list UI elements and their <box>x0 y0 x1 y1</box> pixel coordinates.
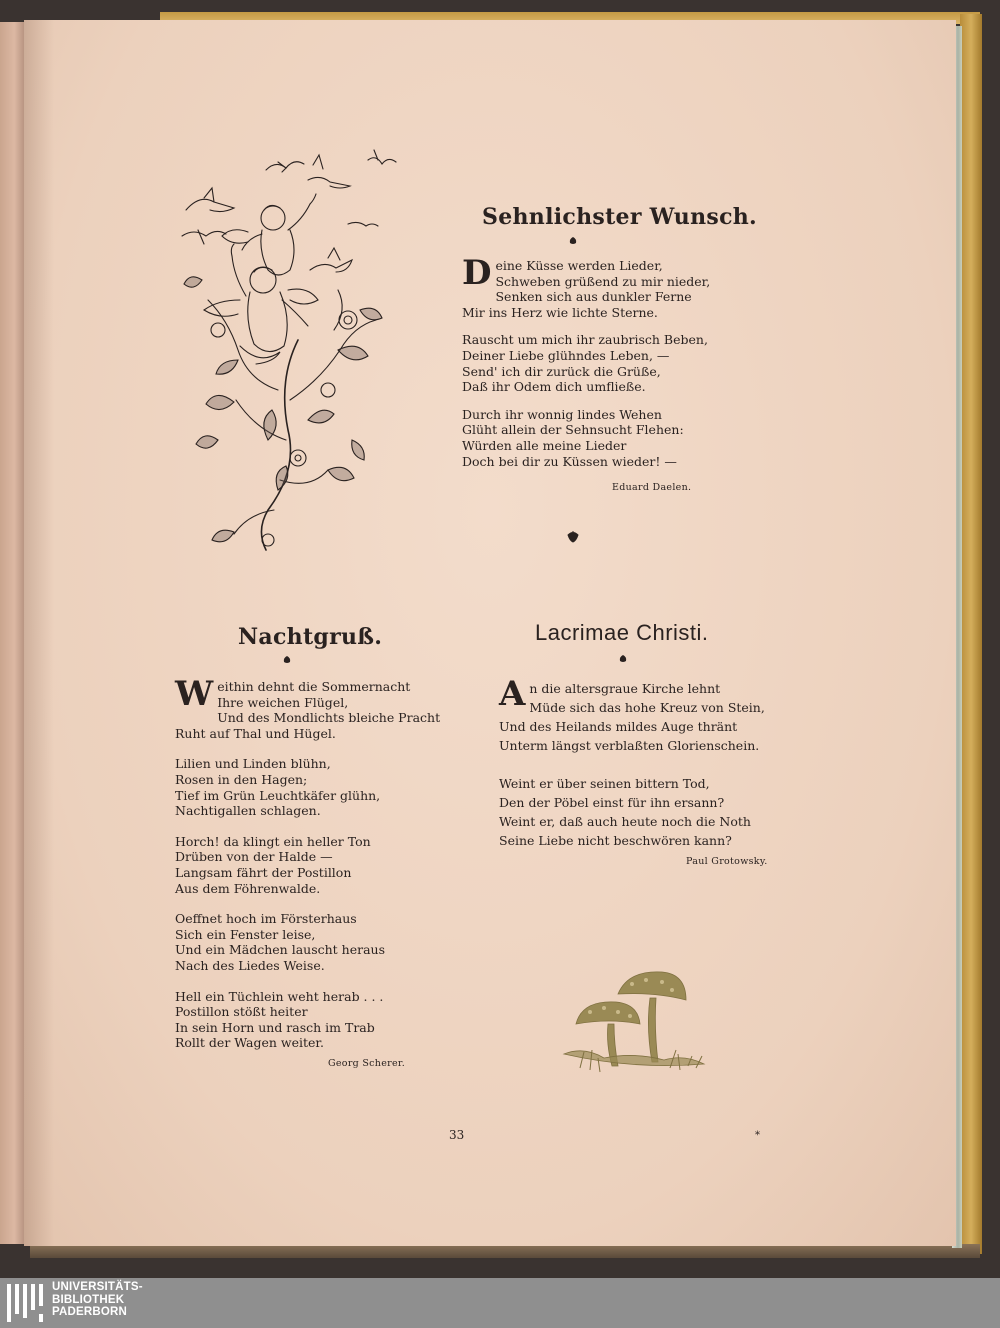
verse-line: Nach des Liedes Weise. <box>175 957 325 973</box>
verse-line: Langsam fährt der Postillon <box>175 864 352 880</box>
verse-line: Sich ein Fenster leise, <box>175 926 316 942</box>
page-number: 33 <box>449 1128 465 1142</box>
left-page-edge <box>0 22 24 1244</box>
star-mark: * <box>755 1130 760 1141</box>
verse-line: Senken sich aus dunkler Ferne <box>495 289 692 305</box>
verse-line: Den der Pöbel einst für ihn ersann? <box>499 795 725 810</box>
verse-line: n die altersgraue Kirche lehnt <box>529 681 721 696</box>
library-name-line: BIBLIOTHEK <box>52 1293 125 1306</box>
verse-line: Würden alle meine Lieder <box>462 437 627 453</box>
verse-line: Unterm längst verblaßten Glorienschein. <box>499 738 760 753</box>
poem2-author: Georg Scherer. <box>328 1058 406 1069</box>
verse-line: Seine Liebe nicht beschwören kann? <box>499 833 732 848</box>
verse-line: Durch ihr wonnig lindes Wehen <box>462 406 662 422</box>
verse-line: Hell ein Tüchlein weht herab . . . <box>175 988 384 1004</box>
poem1-text <box>462 253 711 469</box>
verse-line: Tief im Grün Leuchtkäfer glühn, <box>175 787 381 803</box>
verse-line: Nachtigallen schlagen. <box>175 803 321 819</box>
library-name <box>52 1281 143 1319</box>
library-footer <box>0 1278 1000 1328</box>
verse-line: Ruht auf Thal und Hügel. <box>175 725 336 741</box>
verse-line: Send' ich dir zurück die Grüße, <box>462 363 661 379</box>
library-name-line: UNIVERSITÄTS- <box>52 1281 143 1293</box>
leaf-ornament-icon <box>282 655 292 665</box>
verse-line: eine Küsse werden Lieder, <box>495 258 663 273</box>
poem3-title: Lacrimae Christi. <box>535 620 709 645</box>
poem3-author: Paul Grotowsky. <box>686 856 768 867</box>
verse-line: Drüben von der Halde — <box>175 849 333 865</box>
verse-line: Oeffnet hoch im Försterhaus <box>175 911 357 927</box>
verse-line: Doch bei dir zu Küssen wieder! — <box>462 453 677 469</box>
spine-shadow <box>24 20 54 1246</box>
verse-line: Lilien und Linden blühn, <box>175 756 331 772</box>
verse-line: Postillon stößt heiter <box>175 1004 308 1020</box>
verse-line: Mir ins Herz wie lichte Sterne. <box>462 304 658 320</box>
divider-ornament-icon <box>566 530 580 544</box>
poem1-author: Eduard Daelen. <box>612 482 692 493</box>
library-logo-icon <box>6 1282 48 1324</box>
verse-line: Ihre weichen Flügel, <box>217 694 349 710</box>
library-name-line: PADERBORN <box>52 1306 128 1318</box>
verse-line: Schweben grüßend zu mir nieder, <box>495 273 711 289</box>
poem2-text <box>175 674 441 1051</box>
verse-line: Rosen in den Hagen; <box>175 771 308 787</box>
mushroom-illustration <box>560 968 720 1086</box>
poem1-dropcap: D <box>462 253 492 293</box>
verse-line: Horch! da klingt ein heller Ton <box>175 833 371 849</box>
leaf-ornament-icon <box>618 654 628 664</box>
poem3-dropcap: A <box>499 674 526 714</box>
verse-line: In sein Horn und rasch im Trab <box>175 1019 375 1035</box>
cherub-birds-illustration <box>178 140 403 570</box>
poem3-text <box>499 674 765 850</box>
verse-line: Und ein Mädchen lauscht heraus <box>175 942 386 958</box>
poem2-title: Nachtgruß. <box>238 624 383 650</box>
poem1-title: Sehnlichster Wunsch. <box>482 204 758 230</box>
verse-line: Aus dem Föhrenwalde. <box>175 880 321 896</box>
verse-line: Und des Mondlichts bleiche Pracht <box>217 710 441 726</box>
verse-line: Glüht allein der Sehnsucht Flehen: <box>462 422 684 438</box>
verse-line: Weint er über seinen bittern Tod, <box>499 776 710 791</box>
verse-line: Rollt der Wagen weiter. <box>175 1035 325 1051</box>
poem2-dropcap: W <box>175 674 214 714</box>
verse-line: eithin dehnt die Sommernacht <box>217 679 411 694</box>
cover-board-right <box>960 14 982 1254</box>
verse-line: Rauscht um mich ihr zaubrisch Beben, <box>462 332 708 348</box>
leaf-ornament-icon <box>568 236 578 246</box>
verse-line: Weint er, daß auch heute noch die Noth <box>499 814 751 829</box>
verse-line: Müde sich das hohe Kreuz von Stein, <box>529 700 765 715</box>
verse-line: Und des Heilands mildes Auge thränt <box>499 719 738 734</box>
cover-board-bottom <box>30 1244 980 1258</box>
verse-line: Deiner Liebe glühndes Leben, — <box>462 347 670 363</box>
verse-line: Daß ihr Odem dich umfließe. <box>462 379 646 395</box>
